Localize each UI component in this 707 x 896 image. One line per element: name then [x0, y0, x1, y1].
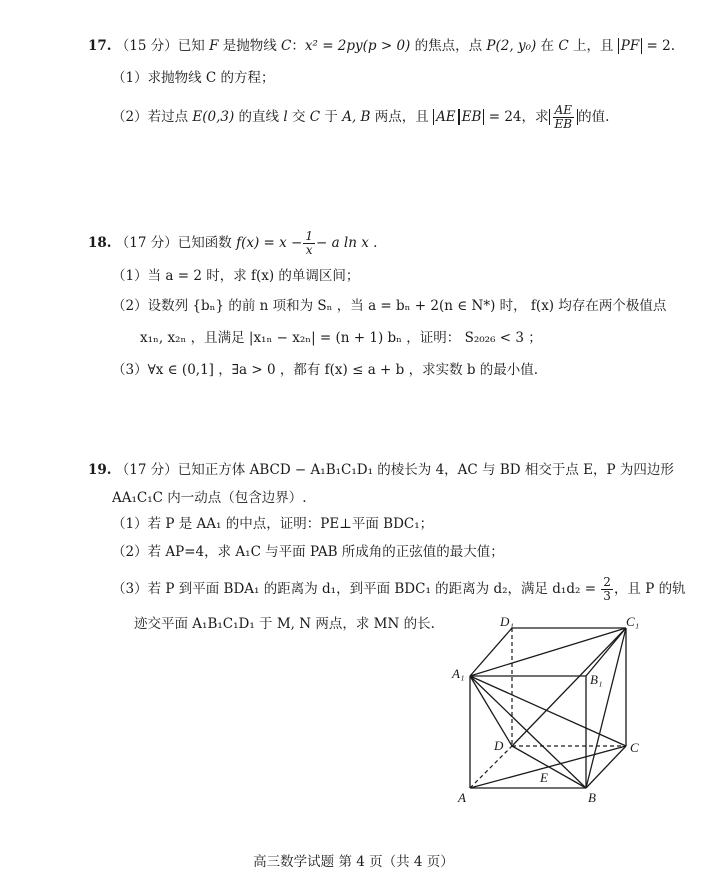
q17-p2-frac-bottom: EB	[554, 117, 573, 131]
q17-text-g: = 2.	[642, 38, 676, 54]
q19-stem-line2: AA₁C₁C 内一动点（包含边界）.	[112, 490, 307, 506]
q17-score: （15 分）	[115, 38, 178, 54]
q19-p3-frac-bottom: 3	[603, 589, 611, 603]
label-A: A	[458, 790, 466, 805]
q18-number: 18.	[88, 235, 112, 251]
q17-point: P(2, y₀)	[486, 38, 537, 54]
q17-p2-text-c: 交	[287, 109, 310, 125]
q19-score: （17 分）	[115, 462, 178, 478]
q17-F: F	[209, 38, 219, 54]
q17-text-d: 的焦点，点	[410, 38, 487, 54]
q17-part1: （1）求抛物线 C 的方程；	[112, 70, 275, 86]
q17-p2-fraction	[553, 104, 575, 131]
q17-p2-text-e: 两点，且	[370, 109, 434, 125]
q18-text-a: 已知函数	[177, 235, 237, 251]
edge-A1D1	[470, 628, 512, 676]
q19-text: 已知正方体 ABCD − A₁B₁C₁D₁ 的棱长为 4，AC 与 BD 相交于点 E，P 为四边形	[177, 462, 674, 478]
q17-p2-ratio	[549, 103, 579, 131]
q18-text-b: − a ln x .	[315, 235, 378, 251]
q18-part1: （1）当 a = 2 时，求 f(x) 的单调区间；	[112, 268, 360, 284]
label-A1: A₁	[452, 666, 465, 681]
q17-C: C	[281, 38, 292, 54]
label-B: B	[588, 790, 596, 805]
q17-p2-text-g: 的值.	[578, 109, 610, 125]
page-footer: 高三数学试题 第 4 页（共 4 页）	[253, 854, 454, 870]
q19-part2: （2）若 AP=4，求 A₁C 与平面 PAB 所成角的正弦值的最大值；	[112, 544, 504, 560]
q17-p2-C: C	[309, 109, 321, 125]
q17-p2-EB: EB	[459, 109, 485, 125]
q17-p2-AB: A, B	[342, 109, 371, 125]
q17-text-c: ：	[291, 38, 305, 54]
q17-p2-text-f: = 24，求	[484, 109, 549, 125]
q19-p3-text-a: （3）若 P 到平面 BDA₁ 的距离为 d₁，到平面 BDC₁ 的距离为 d₂，满足 d₁d₂ =	[112, 581, 601, 597]
edge-BC	[586, 746, 626, 788]
cube-figure	[440, 612, 650, 807]
q17-text-f: 上，且	[568, 38, 618, 54]
q18-score: （17 分）	[115, 235, 178, 251]
label-B1: B₁	[590, 672, 603, 687]
q19-p3-text-b: ，且 P 的轨	[613, 581, 686, 597]
q17-PF: PF	[618, 38, 642, 54]
q19-p3-frac-top: 2	[603, 575, 611, 589]
q19-number: 19.	[88, 462, 112, 478]
label-C: C	[630, 740, 639, 755]
q17-C2: C	[558, 38, 569, 54]
q17-p2-text-d: 于	[320, 109, 343, 125]
q18-frac-top: 1	[305, 229, 313, 243]
q17-p2-text-b: 的直线	[234, 109, 284, 125]
q17-p2-E: E(0,3)	[192, 109, 235, 125]
q19-part3-line1	[112, 576, 686, 603]
q18-frac-bottom: x	[305, 243, 313, 257]
q17-p2-AE: AE	[433, 109, 459, 125]
q19-p3-fraction	[601, 576, 613, 603]
label-C1: C₁	[626, 614, 640, 629]
q17-number: 17.	[88, 38, 112, 54]
line-A1C	[470, 676, 626, 746]
q17-text-b: 是抛物线	[218, 38, 282, 54]
q17-text-e: 在	[536, 38, 559, 54]
q18-part2-line1: （2）设数列 {bₙ} 的前 n 项和为 Sₙ ，当 a = bₙ + 2(n ∈ N*) 时， f(x) 均存在两个极值点	[112, 298, 667, 314]
q19-stem	[88, 460, 674, 480]
q17-p2-frac-top: AE	[554, 103, 573, 117]
q18-part2-line2: x₁ₙ, x₂ₙ ，且满足 |x₁ₙ − x₂ₙ| = (n + 1) bₙ ，证明： S₂₀₂₆ < 3 ；	[140, 330, 542, 346]
q17-p2-text-a: （2）若过点	[112, 109, 193, 125]
q17-equation: x² = 2py(p > 0)	[304, 38, 411, 54]
q18-part3: （3）∀x ∈ (0,1] ，∃a > 0 ，都有 f(x) ≤ a + b ，求实数 b 的最小值.	[112, 362, 539, 378]
q17-stem	[88, 36, 675, 56]
q17-text-a: 已知	[177, 38, 210, 54]
q18-stem	[88, 230, 377, 257]
label-E: E	[540, 770, 548, 785]
label-D: D	[494, 738, 504, 753]
q18-function: f(x) = x −	[236, 235, 303, 251]
label-D1: D₁	[500, 614, 514, 629]
q19-part3-line2: 迹交平面 A₁B₁C₁D₁ 于 M, N 两点，求 MN 的长.	[134, 616, 435, 632]
q18-fraction	[303, 230, 315, 257]
q17-p2-l: l	[283, 109, 288, 125]
q19-part1: （1）若 P 是 AA₁ 的中点，证明：PE⊥平面 BDC₁；	[112, 516, 434, 532]
q17-part2	[112, 104, 609, 131]
